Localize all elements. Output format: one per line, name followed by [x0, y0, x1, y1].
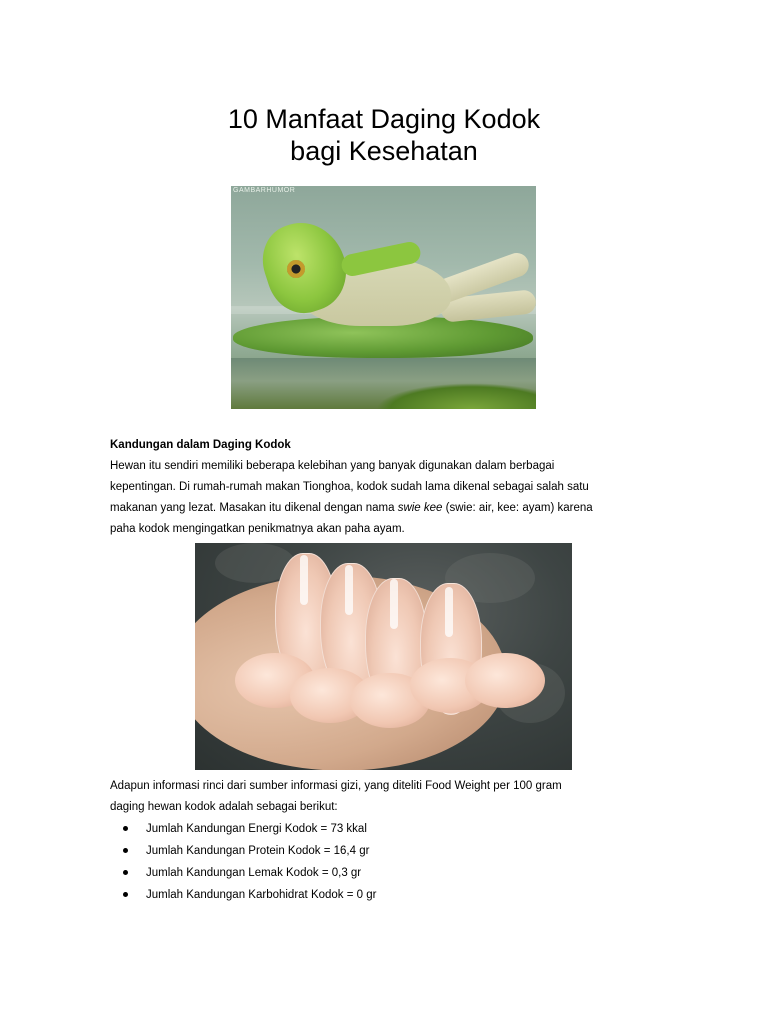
line-3-text-after: (swie: air, kee: ayam) karena [442, 502, 593, 514]
paragraph-nutrition-line-2: daging hewan kodok adalah sebagai berikut: [110, 801, 338, 813]
bullet-icon [123, 892, 128, 897]
list-item-text: Jumlah Kandungan Lemak Kodok = 0,3 gr [146, 867, 362, 879]
image-grass [376, 383, 536, 409]
image-frog-thigh [465, 653, 545, 708]
list-item [110, 884, 670, 906]
document-title [0, 103, 768, 167]
image-frog-bone [345, 565, 353, 615]
paragraph-intro-line-1: Hewan itu sendiri memiliki beberapa kelebihan yang banyak digunakan dalam berbagai [110, 460, 555, 472]
image-watermark: GAMBARHUMOR [233, 187, 296, 194]
line-3-text-before: makanan yang lezat. Masakan itu dikenal dengan nama [110, 502, 398, 514]
section-heading: Kandungan dalam Daging Kodok [110, 439, 291, 451]
image-frog-bone [445, 587, 453, 637]
frog-lily-pad-image [231, 186, 536, 409]
bullet-icon [123, 848, 128, 853]
bullet-icon [123, 826, 128, 831]
title-line-2: bagi Kesehatan [290, 136, 478, 166]
list-item-text: Jumlah Kandungan Energi Kodok = 73 kkal [146, 823, 367, 835]
list-item [110, 818, 670, 840]
bullet-icon [123, 870, 128, 875]
paragraph-nutrition-intro [110, 776, 670, 818]
paragraph-intro-line-2: kepentingan. Di rumah-rumah makan Tionghoa, kodok sudah lama dikenal sebagai salah satu [110, 481, 589, 493]
paragraph-intro-line-4: paha kodok mengingatkan penikmatnya akan paha ayam. [110, 523, 405, 535]
paragraph-intro-line-3 [110, 498, 670, 519]
list-item-text: Jumlah Kandungan Karbohidrat Kodok = 0 gr [146, 889, 377, 901]
paragraph-nutrition-line-1: Adapun informasi rinci dari sumber informasi gizi, yang diteliti Food Weight per 100 gram [110, 780, 562, 792]
paragraph-intro [110, 456, 670, 540]
title-line-1: 10 Manfaat Daging Kodok [227, 104, 541, 134]
image-frog-bone [300, 555, 308, 605]
frog-legs-in-hand-image [195, 543, 572, 770]
nutrition-list [110, 818, 670, 906]
italic-term: swie kee [397, 502, 443, 514]
image-frog-eye [287, 260, 305, 278]
list-item [110, 862, 670, 884]
list-item [110, 840, 670, 862]
image-frog-bone [390, 579, 398, 629]
list-item-text: Jumlah Kandungan Protein Kodok = 16,4 gr [146, 845, 370, 857]
